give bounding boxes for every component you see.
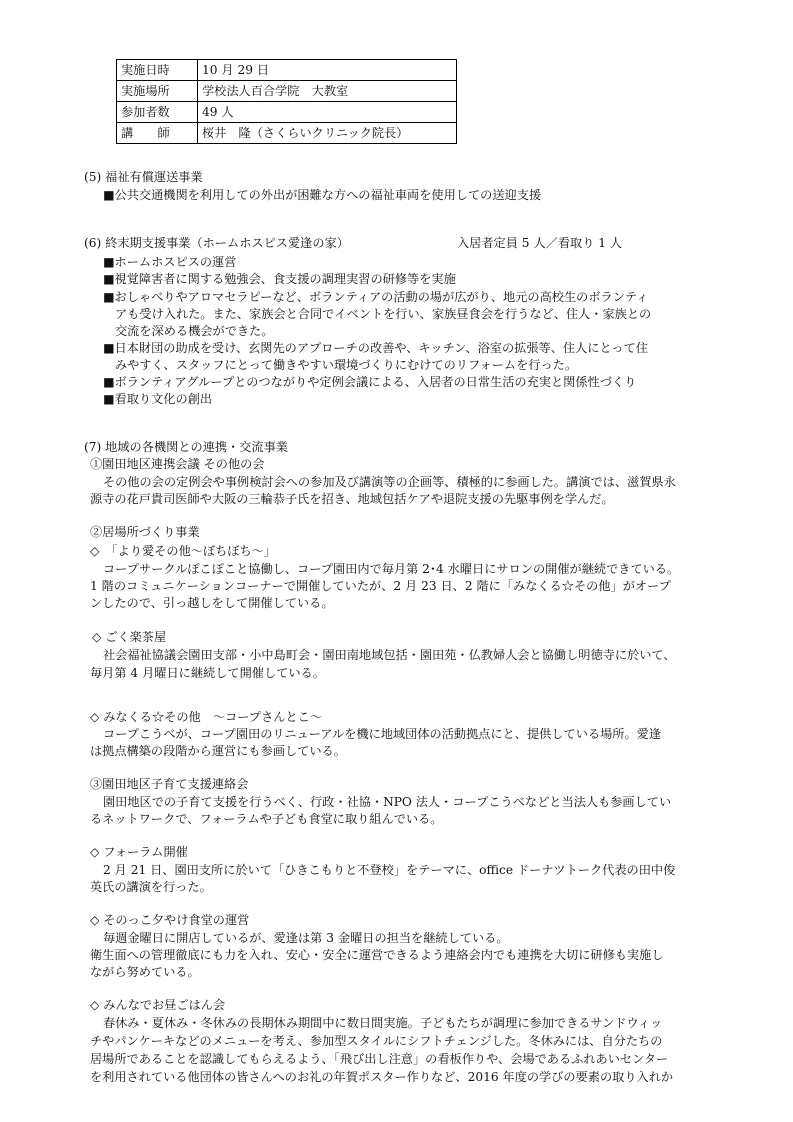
paragraph-line: を利用されている他団体の皆さんへのお礼の年賀ポスター作りなど、2016 年度の学びの要素の取り入れか — [90, 1070, 674, 1084]
section-7-heading: (7) 地域の各機関との連携・交流事業 — [84, 440, 288, 454]
section-6-line: ■視覚障害者に関する勉強会、食支援の調理実習の研修等を実施 — [103, 272, 456, 286]
section-5-heading: (5) 福祉有償運送事業 — [84, 170, 203, 184]
paragraph-line: チやパンケーキなどのメニューを考え、参加型スタイルにシフトチェンジした。冬休みには、自分たちの — [90, 1034, 663, 1048]
paragraph-line: コープサークルぽこぽこと協働し、コープ園田内で毎月第 2･4 水曜日にサロンの開催が継続できている。 — [103, 562, 680, 576]
subsection-title: ③園田地区子育て支援連絡会 — [90, 777, 249, 791]
item-title: ◇ みんなでお昼ごはん会 — [90, 998, 226, 1012]
table-label: 実施場所 — [117, 81, 198, 102]
subsection-title: ②居場所づくり事業 — [90, 525, 200, 539]
item-title: ◇ フォーラム開催 — [90, 845, 188, 859]
paragraph-line: ながら努めている。 — [90, 965, 200, 979]
paragraph-line: 英氏の講演を行った。 — [90, 880, 212, 894]
event-info-table — [116, 59, 457, 144]
paragraph-line: 衛生面への管理徹底にも力を入れ、安心・安全に運営できるよう連絡会内でも連携を大切に研修も実施し — [90, 948, 664, 962]
subsection-title: ①園田地区連携会議 その他の会 — [90, 457, 265, 471]
table-label: 実施日時 — [117, 60, 198, 81]
section-6-line: アも受け入れた。また、家族会と合同でイベントを行い、家族昼食会を行うなど、住人・家族との — [115, 307, 652, 321]
item-title: ◇ 「より愛その他～ぼちぼち～」 — [90, 544, 277, 558]
section-6-heading: (6) 終末期支援事業（ホームホスピス愛逢の家） — [84, 236, 349, 250]
paragraph-line: 毎月第 4 月曜日に継続して開催している。 — [90, 666, 325, 680]
table-value: 10 月 29 日 — [198, 60, 457, 81]
table-row — [117, 81, 457, 102]
paragraph-line: るネットワークで、フォーラムや子ども食堂に取り組んでいる。 — [90, 812, 443, 826]
table-value: 桜井 隆（さくらいクリニック院長） — [198, 123, 457, 144]
section-6-line: ■ホームホスピスの運営 — [103, 255, 237, 269]
table-label: 講 師 — [117, 123, 198, 144]
paragraph-line: 春休み・夏休み・冬休みの長期休み期間中に数日間実施。子どもたちが調理に参加できるサンドウィッ — [103, 1016, 663, 1030]
paragraph-line: コープこうべが、コープ園田のリニューアルを機に地域団体の活動拠点にと、提供している場所。愛逢 — [103, 727, 662, 741]
section-6-capacity: 入居者定員 5 人／看取り 1 人 — [457, 236, 623, 250]
table-row — [117, 102, 457, 123]
paragraph-line: 社会福祉協議会園田支部・小中島町会・園田南地域包括・園田苑・仏教婦人会と協働し明徳寺に於いて、 — [103, 648, 676, 662]
item-title: ◇ ごく楽茶屋 — [92, 630, 167, 644]
section-6-line: ■おしゃべりやアロマセラピーなど、ボランティアの活動の場が広がり、地元の高校生のボランティ — [103, 290, 649, 304]
paragraph-line: 源寺の花戸貴司医師や大阪の三輪恭子氏を招き、地域包括ケアや退院支援の先駆事例を学んだ。 — [90, 492, 614, 506]
section-6-line: みやすく、スタッフにとって働きやすい環境づくりにむけてのリフォームを行った。 — [115, 358, 578, 372]
paragraph-line: 2 月 21 日、園田支所に於いて「ひきこもりと不登校」をテーマに、office ドーナツトーク代表の田中俊 — [103, 863, 676, 877]
item-title: ◇ そのっこ夕やけ食堂の運営 — [90, 913, 250, 927]
paragraph-line: 園田地区での子育て支援を行うべく、行政・社協・NPO 法人・コープこうべなどと当法人も参画してい — [103, 795, 672, 809]
table-row — [117, 123, 457, 144]
table-value: 学校法人百合学院 大教室 — [198, 81, 457, 102]
table-label: 参加者数 — [117, 102, 198, 123]
paragraph-line: ンしたので、引っ越しをして開催している。 — [90, 596, 334, 610]
section-5-bullet: ■公共交通機関を利用しての外出が困難な方への福祉車両を使用しての送迎支援 — [103, 188, 542, 202]
paragraph-line: その他の会の定例会や事例検討会への参加及び講演等の企画等、積極的に参画した。講演では、滋賀県永 — [103, 475, 676, 489]
section-6-line: 交流を深める機会ができた。 — [115, 324, 274, 338]
paragraph-line: 毎週金曜日に開店しているが、愛逢は第 3 金曜日の担当を継続している。 — [103, 931, 509, 945]
paragraph-line: 1 階のコミュニケーションコーナーで開催していたが、2 月 23 日、2 階に「みなくる☆その他」がオープ — [90, 579, 671, 593]
table-value: 49 人 — [198, 102, 457, 123]
section-6-line: ■日本財団の助成を受け、玄関先のアプローチの改善や、キッチン、浴室の拡張等、住人にとって住 — [103, 341, 648, 355]
table-row — [117, 60, 457, 81]
section-6-line: ■看取り文化の創出 — [103, 392, 213, 406]
paragraph-line: は拠点構築の段階から運営にも参画している。 — [90, 744, 346, 758]
section-6-line: ■ボランティアグループとのつながりや定例会議による、入居者の日常生活の充実と関係性づくり — [103, 375, 637, 389]
item-title: ◇ みなくる☆その他 ～コープさんとこ～ — [90, 710, 323, 724]
paragraph-line: 居場所であることを認識してもらえるよう、「飛び出し注意」の看板作りや、会場であるふれあいセンター — [90, 1052, 669, 1066]
